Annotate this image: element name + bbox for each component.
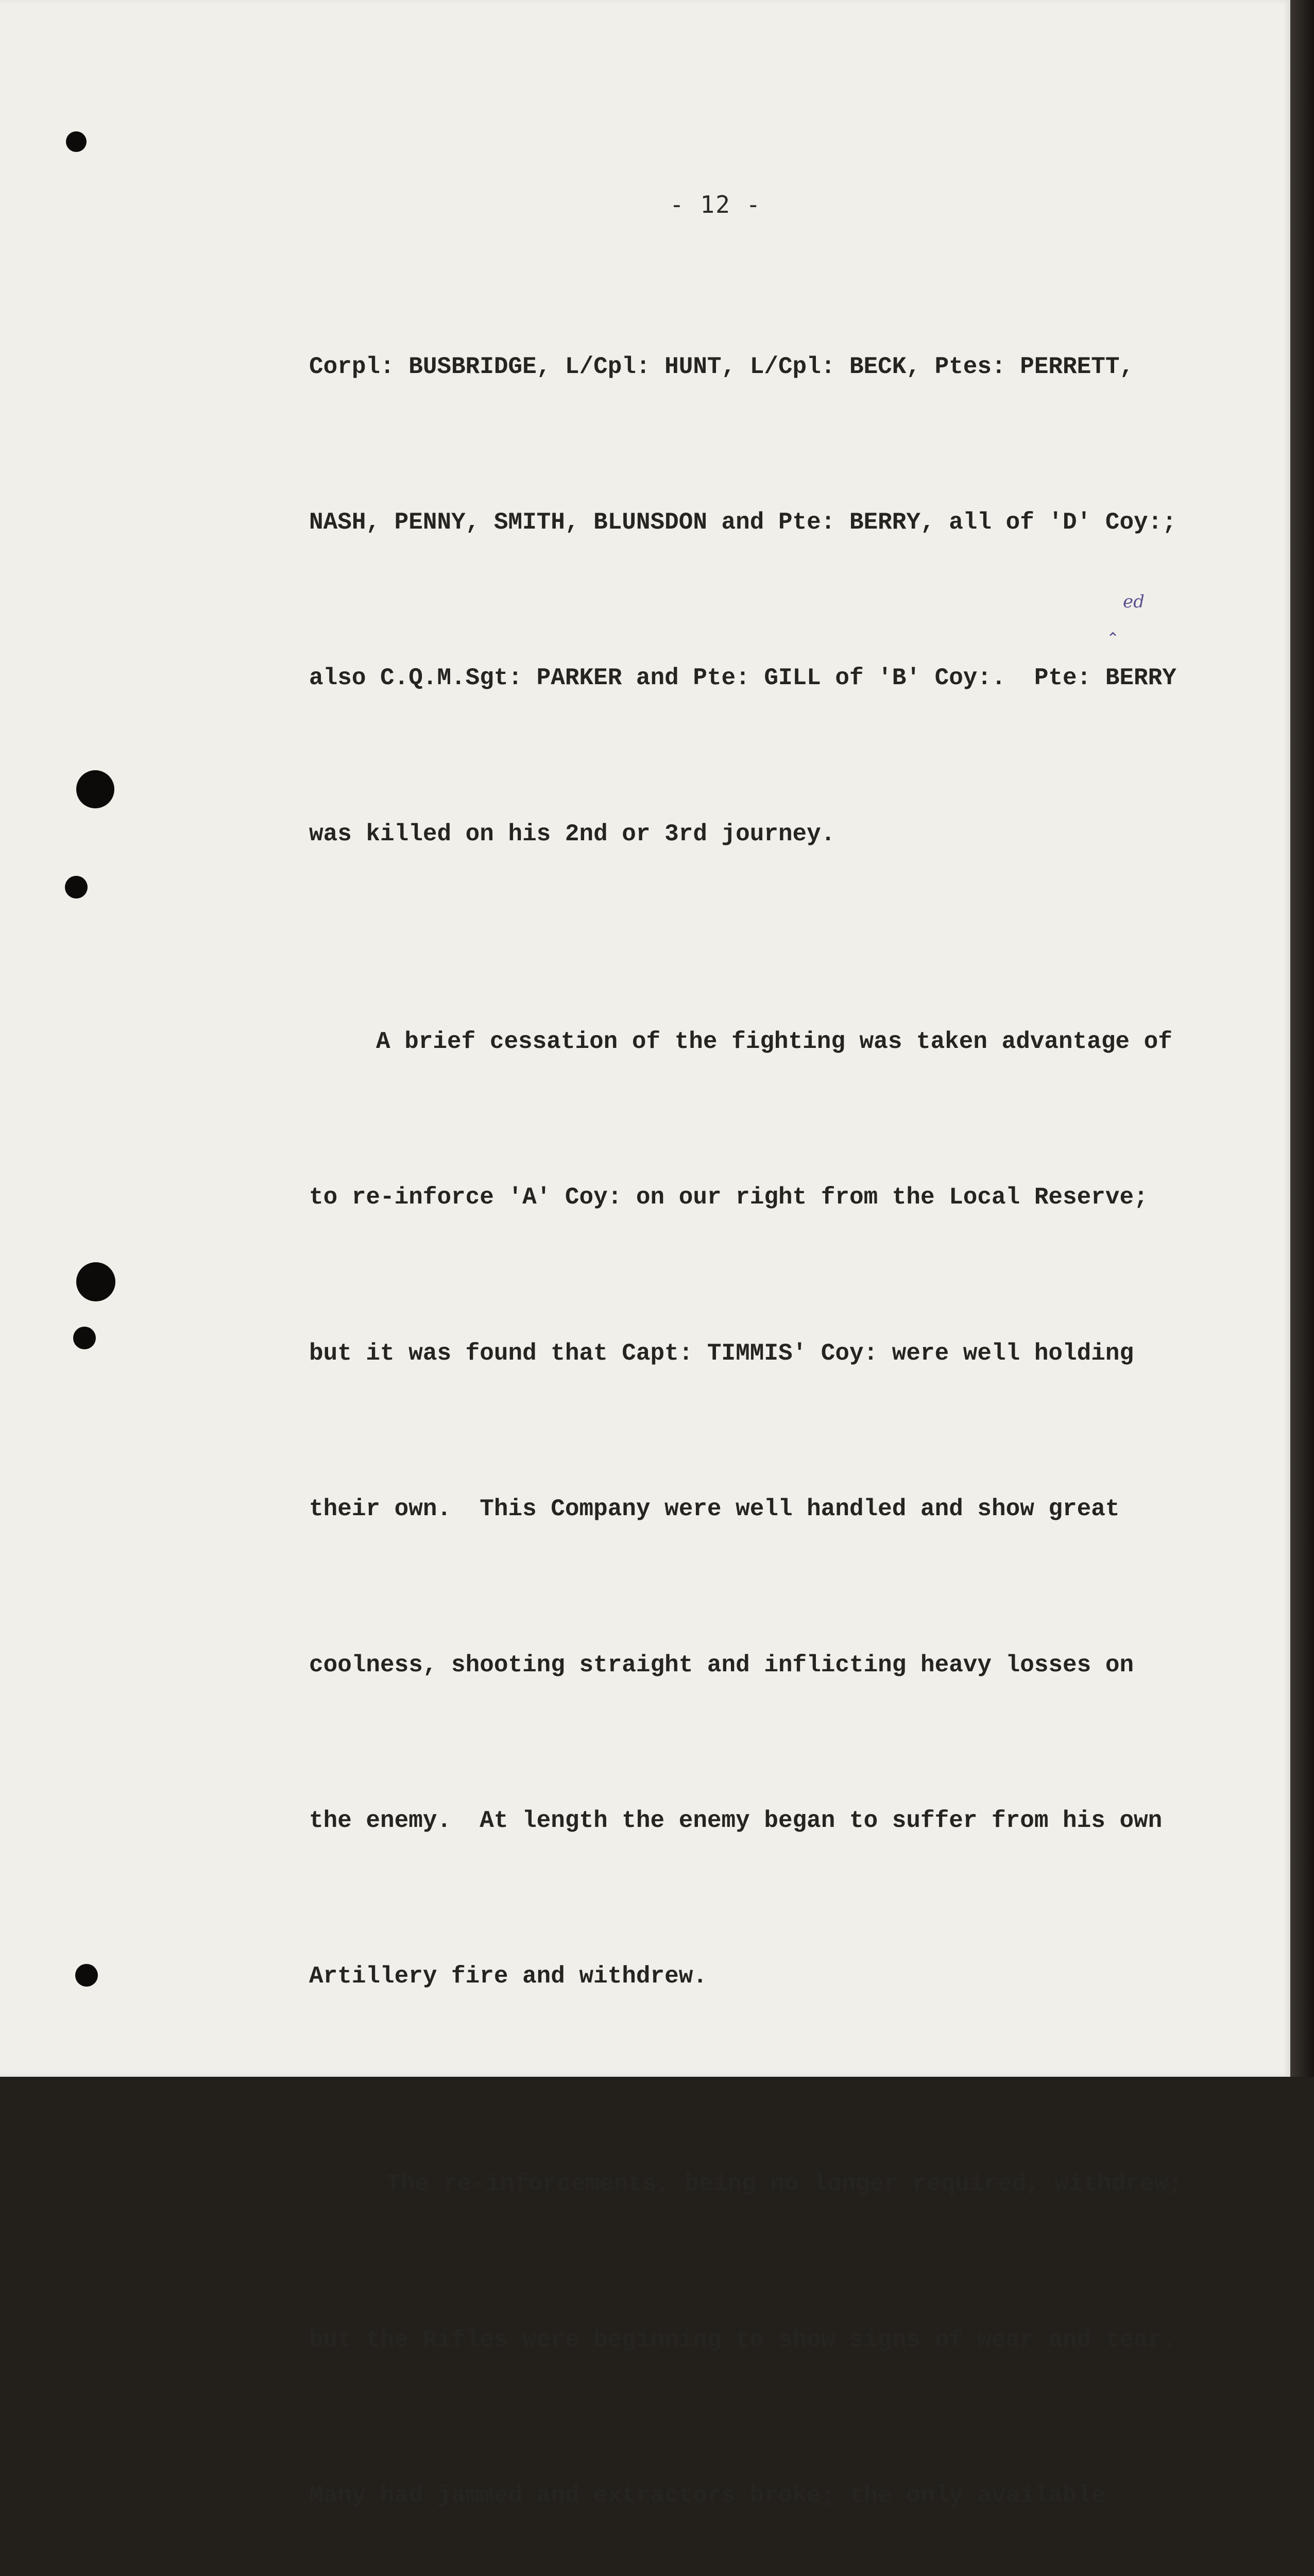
typed-body — [309, 237, 1277, 2576]
text-line: but it was found that Capt: TIMMIS' Coy: were well holding — [309, 1340, 1134, 1367]
text-line: to re-inforce 'A' Coy: on our right from the Local Reserve; — [309, 1184, 1148, 1211]
text-line: their own. This Company were well handled and show great — [309, 1496, 1120, 1523]
text-line: coolness, shooting straight and inflicting heavy losses on — [309, 1651, 1134, 1679]
punch-hole — [73, 1327, 96, 1349]
handwritten-correction: ed — [1123, 591, 1145, 612]
text-line: also C.Q.M.Sgt: PARKER and Pte: GILL of 'B' Coy:. Pte: BERRY — [309, 665, 1176, 692]
text-line: Artillery fire and withdrew. — [309, 1963, 707, 1990]
punch-hole — [76, 770, 114, 808]
punch-hole — [65, 876, 88, 899]
punch-hole — [66, 131, 87, 152]
text-line: Many had jammed and extractors broke; the only available — [309, 2482, 1105, 2510]
page-number: - 12 - — [670, 191, 762, 218]
text-line: A brief cessation of the fighting was taken advantage of — [376, 1028, 1172, 1055]
text-line: but the Rifles were beginning to show signs of wear and tear. — [309, 2326, 1176, 2353]
punch-hole — [76, 1262, 115, 1301]
text-line: NASH, PENNY, SMITH, BLUNSDON and Pte: BERRY, all of 'D' Coy:; — [309, 509, 1176, 536]
insertion-caret-icon: ⌃ — [1106, 630, 1120, 648]
page-edge-shadow — [1290, 0, 1314, 2077]
text-line: The re-inforcements, being no longer required, withdrew; — [386, 2171, 1183, 2198]
text-line: the enemy. At length the enemy began to suffer from his own — [309, 1807, 1163, 1834]
text-line: Corpl: BUSBRIDGE, L/Cpl: HUNT, L/Cpl: BECK, Ptes: PERRETT, — [309, 353, 1134, 380]
text-line: was killed on his 2nd or 3rd journey. — [309, 820, 835, 848]
punch-hole — [75, 1964, 98, 1987]
